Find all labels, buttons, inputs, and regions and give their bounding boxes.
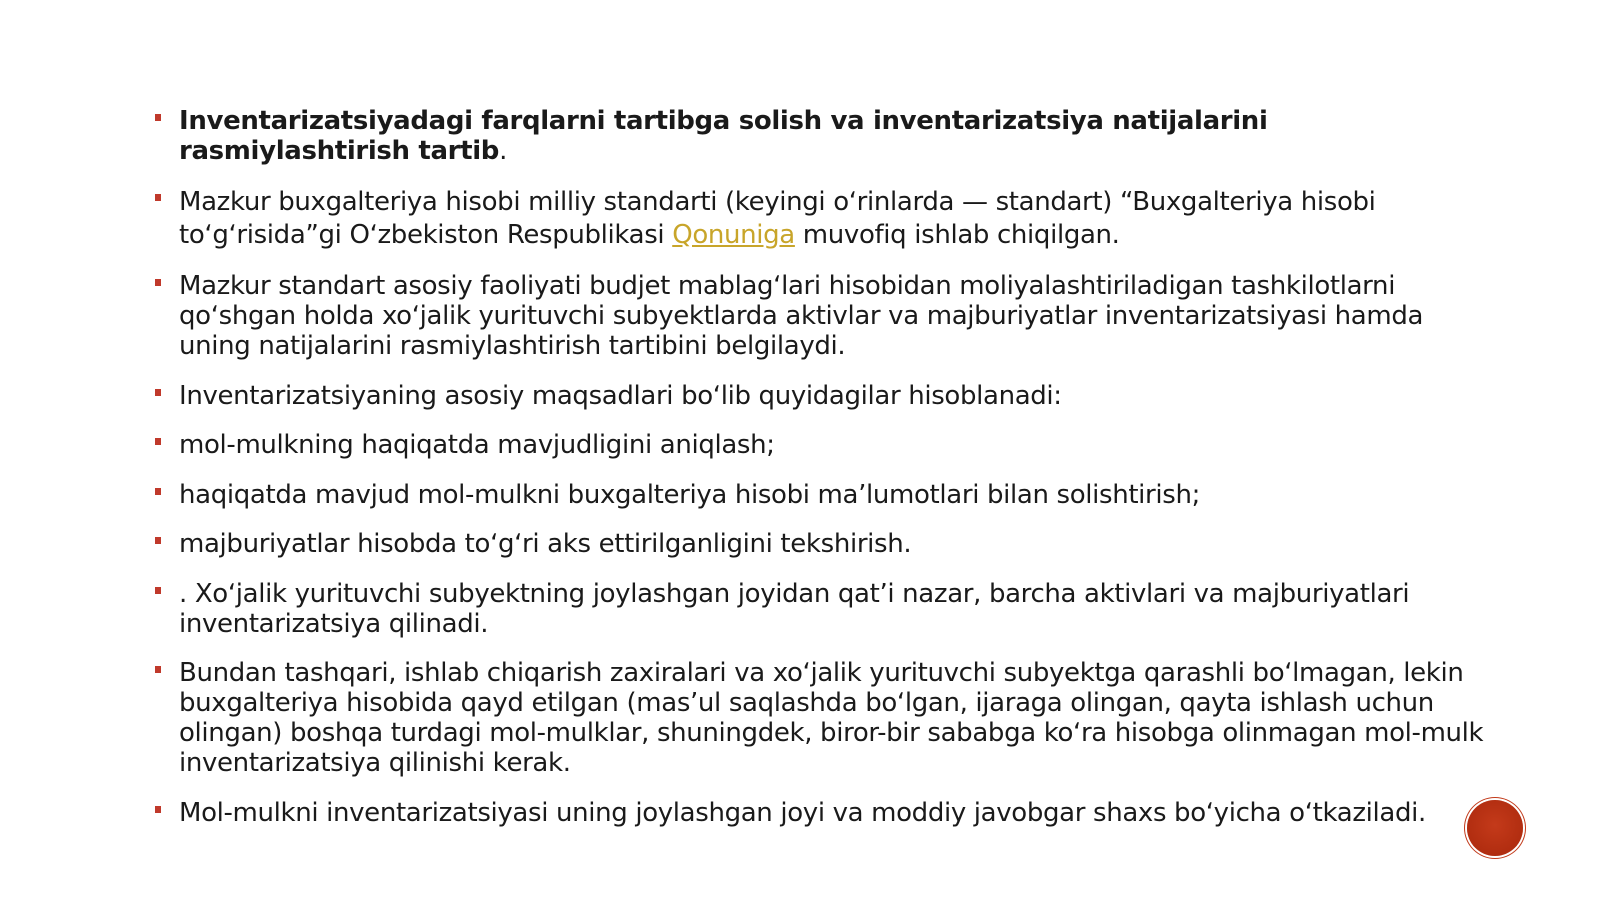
bullet-item-other-property (155, 658, 1495, 778)
bullet-list (155, 106, 1495, 847)
bullet-square-icon (155, 279, 161, 286)
bullet-item-all-assets (155, 579, 1495, 639)
bullet-square-icon (155, 587, 161, 594)
bullet-item-title (155, 106, 1495, 166)
bullet-text: . Xoʻjalik yurituvchi subyektning joylashgan joyidan qatʼi nazar, barcha aktivlari va majburiyatlari inventarizatsiya qilinadi. (179, 578, 1410, 639)
bullet-text: haqiqatda mavjud mol-mulkni buxgalteriya hisobi maʼlumotlari bilan solishtirish; (179, 479, 1201, 510)
bullet-square-icon (155, 438, 161, 445)
bullet-title-period: . (499, 136, 507, 166)
bullet-text: Bundan tashqari, ishlab chiqarish zaxiralari va xoʻjalik yurituvchi subyektga qarashli boʻlmagan, lekin buxgalteriya hisobida qayd etilgan (masʼul saqlashda boʻlgan, ijaraga olingan, qayta ishlash uchun olingan) boshqa turdagi mol-mulklar, shuningdek, biror-bir sababga koʻra hisobga olinmagan mol-mulk inventarizatsiya qilinishi kerak. (179, 658, 1484, 778)
bullet-text-after-link: muvofiq ishlab chiqilgan. (794, 219, 1120, 250)
bullet-item-scope (155, 271, 1495, 361)
bullet-text: Mazkur standart asosiy faoliyati budjet mablagʻlari hisobidan moliyalashtiriladigan tashkilotlarni qoʻshgan holda xoʻjalik yurituvchi subyektlarda aktivlar va majburiyatlar inventarizatsiyasi hamda uning natijalarini rasmiylashtirish tartibini belgilaydi. (179, 271, 1424, 361)
red-circle-button-icon[interactable] (1467, 800, 1523, 856)
law-link[interactable]: Qonuniga (672, 219, 795, 250)
bullet-text: mol-mulkning haqiqatda mavjudligini aniqlash; (179, 430, 775, 460)
bullet-square-icon (155, 666, 161, 673)
bullet-item-goal-1 (155, 430, 1495, 460)
bullet-item-standard-law (155, 186, 1495, 252)
bullet-item-goal-2 (155, 480, 1495, 510)
bullet-item-goal-3 (155, 529, 1495, 559)
bullet-text: majburiyatlar hisobda toʻgʻri aks ettirilganligini tekshirish. (179, 529, 912, 559)
bullet-square-icon (155, 537, 161, 544)
bullet-text: Mazkur buxgalteriya hisobi milliy standarti (keyingi oʻrinlarda — standart) “Buxgalteriya hisobi toʻgʻrisida”gi Oʻzbekiston Respublikasi (179, 186, 1376, 250)
bullet-square-icon (155, 194, 161, 201)
bullet-square-icon (155, 389, 161, 396)
bullet-title-text: Inventarizatsiyadagi farqlarni tartibga solish va inventarizatsiya natijalarini rasmiylashtirish tartib (179, 106, 1268, 166)
bullet-square-icon (155, 806, 161, 813)
bullet-square-icon (155, 114, 161, 121)
bullet-item-location (155, 798, 1495, 828)
bullet-item-goals-intro (155, 381, 1495, 411)
bullet-text: Mol-mulkni inventarizatsiyasi uning joylashgan joyi va moddiy javobgar shaxs boʻyicha oʻtkaziladi. (179, 797, 1426, 828)
bullet-square-icon (155, 488, 161, 495)
bullet-text: Inventarizatsiyaning asosiy maqsadlari boʻlib quyidagilar hisoblanadi: (179, 380, 1062, 411)
